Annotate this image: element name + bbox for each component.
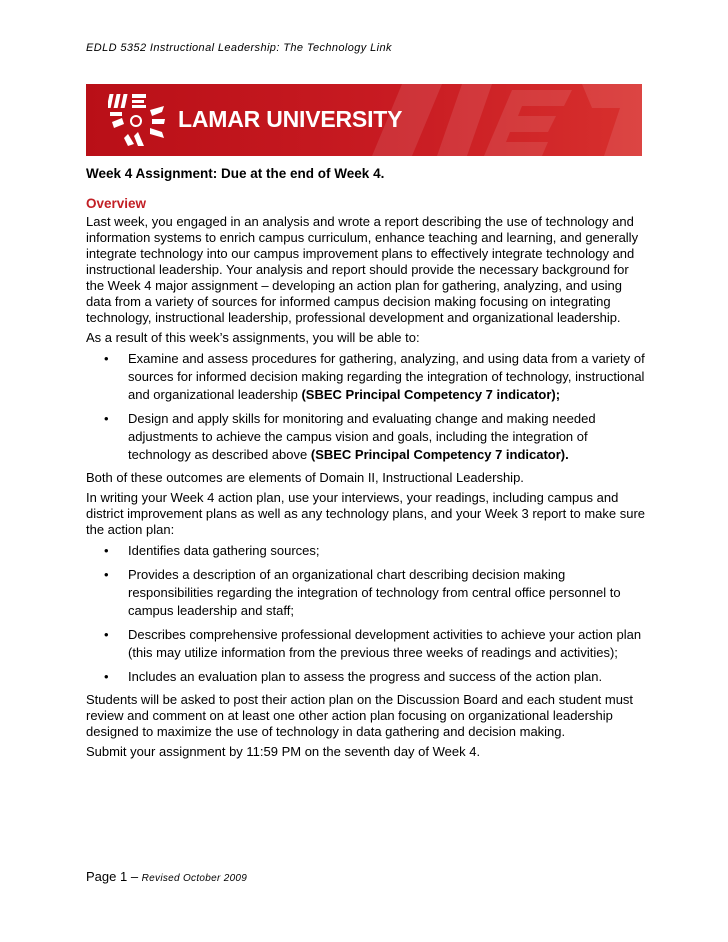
list-item	[104, 566, 646, 620]
university-banner	[86, 84, 642, 156]
overview-heading: Overview	[86, 196, 147, 211]
page-number: Page 1 –	[86, 869, 142, 884]
bullet-icon: •	[104, 627, 109, 642]
revision-date: Revised October 2009	[141, 873, 248, 884]
page-footer	[86, 869, 247, 884]
list-item	[104, 350, 646, 404]
plan-requirements-list	[86, 542, 646, 686]
bullet-icon: •	[104, 351, 109, 366]
outcome-text: Design and apply skills for monitoring and evaluating change and making needed adjustments to achieve the campus vision and goals, including the integration of technology as described above	[128, 411, 596, 462]
assignment-title: Week 4 Assignment: Due at the end of Week 4.	[86, 166, 385, 181]
list-item	[104, 668, 646, 686]
list-item	[104, 626, 646, 662]
plan-item-text: Includes an evaluation plan to assess the progress and success of the action plan.	[128, 669, 603, 684]
outcome-text: Examine and assess procedures for gathering, analyzing, and using data from a variety of sources for informed decision making regarding the integration of technology, instructional and organizational leadership	[128, 351, 645, 402]
assignment-body	[86, 166, 646, 764]
outcomes-list	[86, 350, 646, 464]
plan-item-text: Identifies data gathering sources;	[128, 543, 320, 558]
university-wordmark: LAMAR UNIVERSITY	[178, 106, 403, 132]
discussion-paragraph: Students will be asked to post their action plan on the Discussion Board and each student must review and comment on at least one other action plan focusing on organizational leadership designed to maximize the use of technology in data gathering and decision making.	[86, 692, 634, 739]
list-item	[104, 410, 646, 464]
list-item	[104, 542, 646, 560]
plan-lead: In writing your Week 4 action plan, use your interviews, your readings, including campus and district improvement plans as well as any technology plans, and your Week 3 report to make sure the action plan:	[86, 490, 646, 537]
course-header: EDLD 5352 Instructional Leadership: The Technology Link	[86, 42, 392, 54]
plan-item-text: Describes comprehensive professional development activities to achieve your action plan (this may utilize information from the previous three weeks of readings and activities);	[128, 627, 642, 660]
outcomes-lead: As a result of this week’s assignments, you will be able to:	[86, 330, 420, 345]
plan-item-text: Provides a description of an organizational chart describing decision making responsibilities regarding the integration of technology from central office personnel to campus leadership and staff;	[128, 567, 621, 618]
lamar-seal-logo	[108, 92, 166, 148]
bullet-icon: •	[104, 567, 109, 582]
intro-paragraph: Last week, you engaged in an analysis and wrote a report describing the use of technology and information systems to enrich campus curriculum, enhance teaching and learning, and generally integrate technology into our campus improvement plans to effectively integrate technology and instructional leadership. Your analysis and report should provide the necessary background for the Week 4 major assignment – developing an action plan for gathering, analyzing, and using data from a variety of sources for informed campus decision making focusing on integrating technology, instructional leadership, professional development and organizational leadership.	[86, 214, 639, 325]
competency-tag: (SBEC Principal Competency 7 indicator);	[301, 387, 561, 402]
bullet-icon: •	[104, 669, 109, 684]
submission-paragraph: Submit your assignment by 11:59 PM on the seventh day of Week 4.	[86, 744, 481, 759]
bullet-icon: •	[104, 543, 109, 558]
domain-note: Both of these outcomes are elements of Domain II, Instructional Leadership.	[86, 470, 524, 485]
bullet-icon: •	[104, 411, 109, 426]
competency-tag: (SBEC Principal Competency 7 indicator).	[310, 447, 569, 462]
